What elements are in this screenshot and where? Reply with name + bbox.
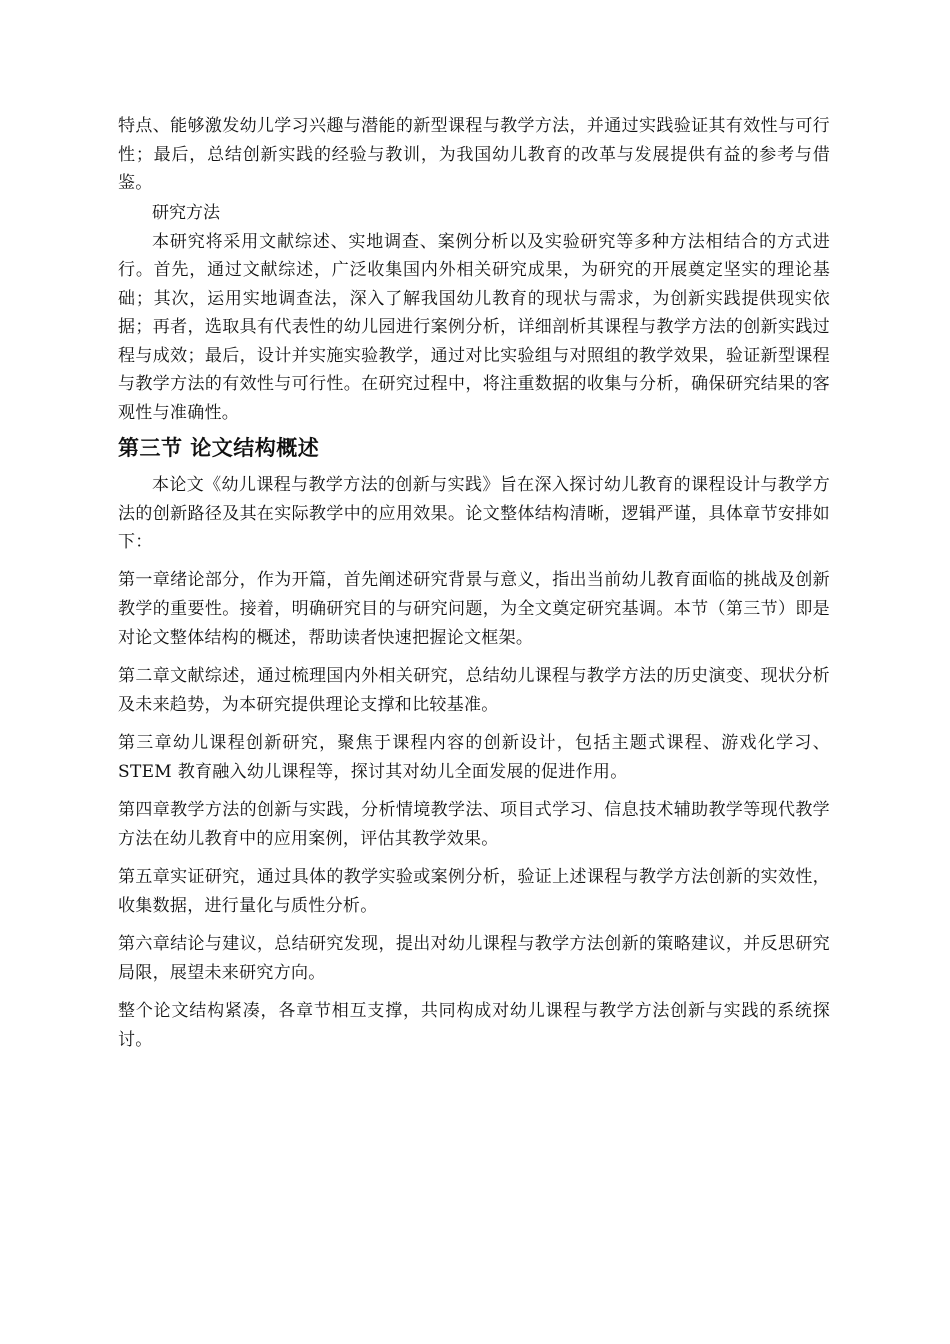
intro-paragraph: 特点、能够激发幼儿学习兴趣与潜能的新型课程与教学方法，并通过实践验证其有效性与可行性；最后，总结创新实践的经验与教训，为我国幼儿教育的改革与发展提供有益的参考与借鉴。 xyxy=(118,116,830,193)
chapter-1-paragraph: 第一章绪论部分，作为开篇，首先阐述研究背景与意义，指出当前幼儿教育面临的挑战及创新教学的重要性。接着，明确研究目的与研究问题，为全文奠定研究基调。本节（第三节）即是对论文整体结构的概述，帮助读者快速把握论文框架。 xyxy=(118,569,830,648)
structure-intro-paragraph: 本论文《幼儿课程与教学方法的创新与实践》旨在深入探讨幼儿教育的课程设计与教学方法的创新路径及其在实际教学中的应用效果。论文整体结构清晰，逻辑严谨，具体章节安排如下： xyxy=(118,475,830,552)
chapter-5-paragraph: 第五章实证研究，通过具体的教学实验或案例分析，验证上述课程与教学方法创新的实效性，收集数据，进行量化与质性分析。 xyxy=(118,866,830,916)
chapter-6-paragraph: 第六章结论与建议，总结研究发现，提出对幼儿课程与教学方法创新的策略建议，并反思研究局限，展望未来研究方向。 xyxy=(118,933,830,983)
method-heading: 研究方法 xyxy=(152,202,220,223)
method-paragraph: 本研究将采用文献综述、实地调查、案例分析以及实验研究等多种方法相结合的方式进行。首先，通过文献综述，广泛收集国内外相关研究成果，为研究的开展奠定坚实的理论基础；其次，运用实地调查法，深入了解我国幼儿教育的现状与需求，为创新实践提供现实依据；再者，选取具有代表性的幼儿园进行案例分析，详细剖析其课程与教学方法的创新实践过程与成效；最后，设计并实施实验教学，通过对比实验组与对照组的教学效果，验证新型课程与教学方法的有效性与可行性。在研究过程中，将注重数据的收集与分析，确保研究结果的客观性与准确性。 xyxy=(118,231,830,423)
document-page xyxy=(118,112,830,1055)
section-heading: 第三节 论文结构概述 xyxy=(118,436,320,460)
closing-paragraph: 整个论文结构紧凑，各章节相互支撑，共同构成对幼儿课程与教学方法创新与实践的系统探讨。 xyxy=(118,1000,830,1050)
chapter-4-paragraph: 第四章教学方法的创新与实践，分析情境教学法、项目式学习、信息技术辅助教学等现代教学方法在幼儿教育中的应用案例，评估其教学效果。 xyxy=(118,799,830,849)
chapter-3-paragraph: 第三章幼儿课程创新研究，聚焦于课程内容的创新设计，包括主题式课程、游戏化学习、STEM 教育融入幼儿课程等，探讨其对幼儿全面发展的促进作用。 xyxy=(118,732,830,782)
chapter-2-paragraph: 第二章文献综述，通过梳理国内外相关研究，总结幼儿课程与教学方法的历史演变、现状分析及未来趋势，为本研究提供理论支撑和比较基准。 xyxy=(118,665,830,715)
